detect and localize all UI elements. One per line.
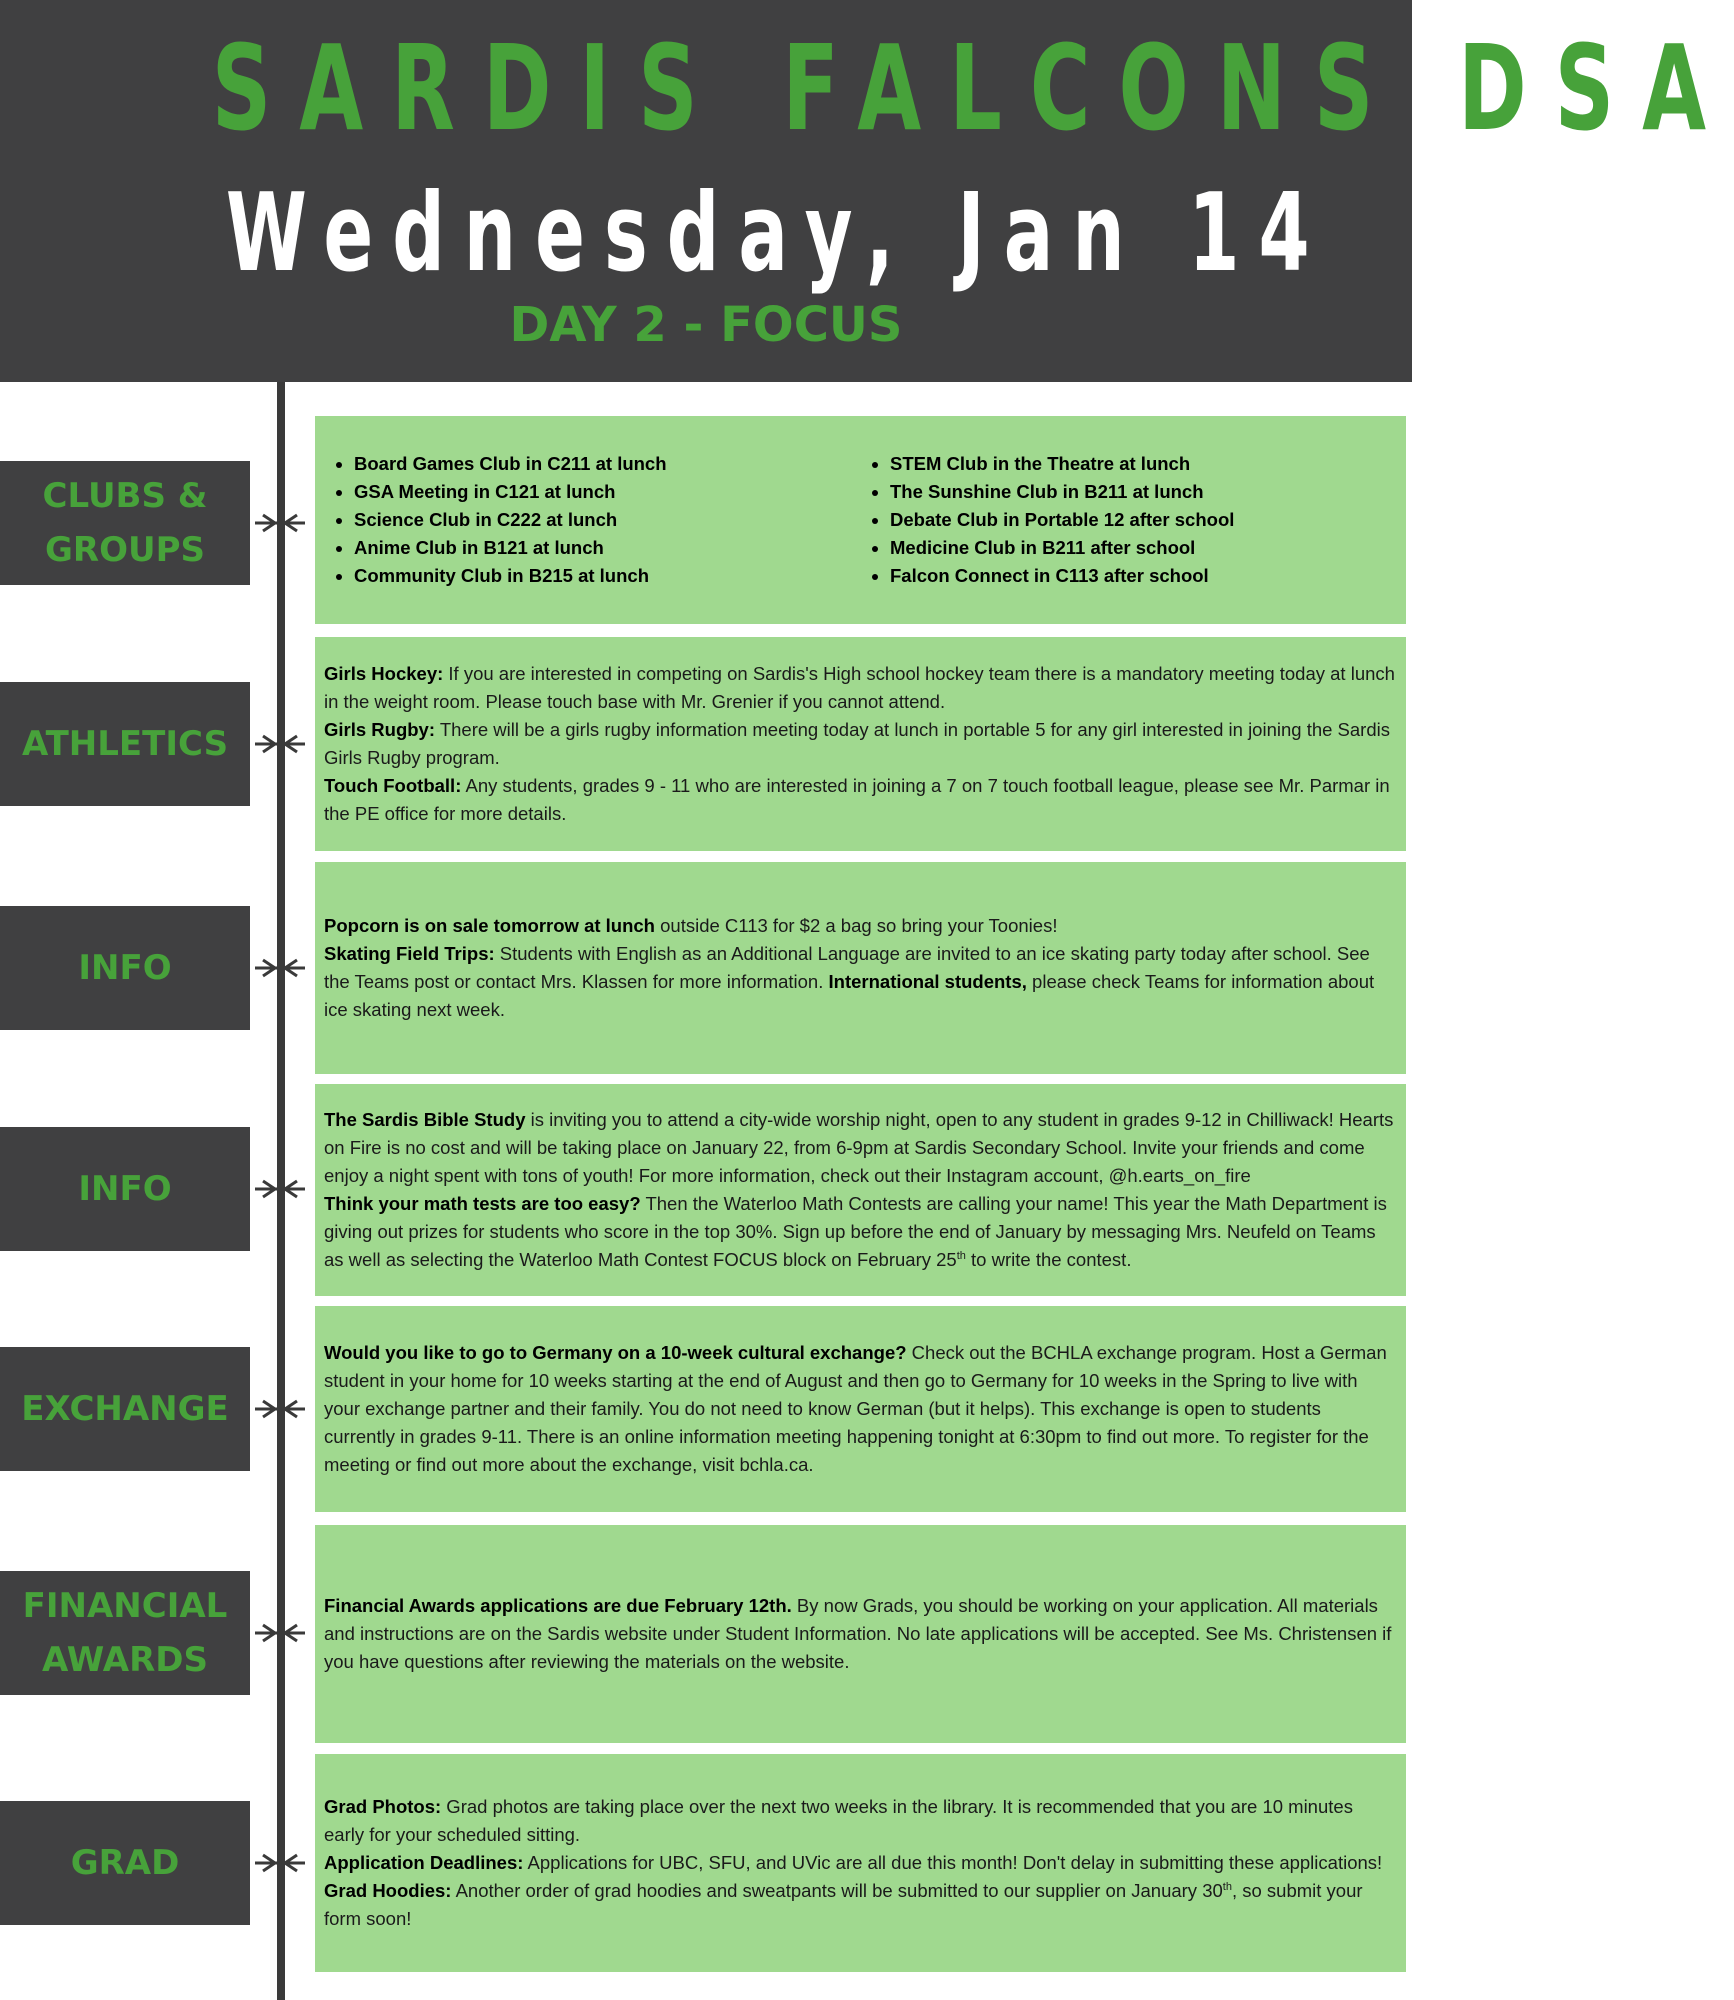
- item-text: outside C113 for $2 a bag so bring your Toonies!: [655, 915, 1058, 936]
- item-text: is inviting you to attend a city-wide worship night, open to any student in grades 9-12 in Chilliwack! Hearts on Fire is no cost and will be taking place on January 22, from 6-9pm at Sardis Secondary School. Invite your friends and come enjoy a night spent with tons of youth! For more information, check out their Instagram account, @h.earts_on_fire: [324, 1109, 1394, 1186]
- item-text: Students with English as an Additional Language are invited to an ice skating party today after school. See the Teams post or contact Mrs. Klassen for more information.: [324, 943, 1370, 992]
- club-item: • Debate Club in Portable 12 after school: [890, 506, 1396, 534]
- item-heading: Financial Awards applications are due February 12th.: [324, 1595, 792, 1616]
- club-item: • GSA Meeting in C121 at lunch: [354, 478, 860, 506]
- section-label-financial-awards: [0, 1571, 250, 1695]
- timeline-connector-icon: [253, 1621, 307, 1645]
- item-text: There will be a girls rugby information meeting today at lunch in portable 5 for any girl interested in joining the Sardis Girls Rugby program.: [324, 719, 1390, 768]
- timeline-connector-icon: [253, 1851, 307, 1875]
- item-text: Another order of grad hoodies and sweatpants will be submitted to our supplier on January 30: [451, 1880, 1223, 1901]
- item-heading: Girls Rugby:: [324, 719, 436, 740]
- club-item: • Anime Club in B121 at lunch: [354, 534, 860, 562]
- section-label-info-2: [0, 1127, 250, 1251]
- timeline-connector-icon: [253, 1177, 307, 1201]
- label-line: GRAD: [70, 1843, 180, 1883]
- clubs-list-right: [860, 450, 1396, 590]
- section-label-clubs: [0, 461, 250, 585]
- club-item: • Falcon Connect in C113 after school: [890, 562, 1396, 590]
- school-title: SARDIS FALCONS DSA: [211, 19, 1734, 157]
- label-line: INFO: [78, 1169, 172, 1209]
- section-label-athletics: [0, 682, 250, 806]
- panel-financial-awards: [315, 1525, 1406, 1743]
- timeline-connector-icon: [253, 956, 307, 980]
- item-text: Then the Waterloo Math Contests are calling your name! This year the Math Department is giving out prizes for students who score in the top 30%. Sign up before the end of January by messaging Mrs. Neufeld on Teams as well as selecting the Waterloo Math Contest FOCUS block on February 25: [324, 1193, 1387, 1270]
- label-line: EXCHANGE: [21, 1389, 229, 1429]
- timeline-connector-icon: [253, 1397, 307, 1421]
- item-text: Applications for UBC, SFU, and UVic are all due this month! Don't delay in submitting these applications!: [523, 1852, 1383, 1873]
- date-title: Wednesday, Jan 14: [225, 171, 1329, 296]
- item-text: Any students, grades 9 - 11 who are interested in joining a 7 on 7 touch football league, please see Mr. Parmar in the PE office for more details.: [324, 775, 1390, 824]
- info-item: [324, 1339, 1396, 1479]
- superscript: th: [956, 1249, 966, 1262]
- club-item: • Board Games Club in C211 at lunch: [354, 450, 860, 478]
- item-text: , so submit your form soon!: [324, 1880, 1363, 1929]
- info-item: [324, 772, 1396, 828]
- item-heading: Skating Field Trips:: [324, 943, 495, 964]
- label-line: ATHLETICS: [21, 724, 229, 764]
- club-item: • STEM Club in the Theatre at lunch: [890, 450, 1396, 478]
- info-item: [324, 1106, 1396, 1190]
- info-item: [324, 660, 1396, 716]
- timeline-connector-icon: [253, 511, 307, 535]
- info-item: [324, 1877, 1396, 1933]
- item-heading: Girls Hockey:: [324, 663, 444, 684]
- item-heading: The Sardis Bible Study: [324, 1109, 526, 1130]
- item-heading: Popcorn is on sale tomorrow at lunch: [324, 915, 655, 936]
- info-item: [324, 1592, 1396, 1676]
- section-label-info-1: [0, 906, 250, 1030]
- item-heading: Grad Photos:: [324, 1796, 442, 1817]
- item-text: By now Grads, you should be working on your application. All materials and instructions are on the Sardis website under Student Information. No late applications will be accepted. See Ms. Christensen if you have questions after reviewing the materials on the website.: [324, 1595, 1392, 1672]
- panel-exchange: [315, 1306, 1406, 1512]
- item-heading: Application Deadlines:: [324, 1852, 524, 1873]
- info-item: [324, 1190, 1396, 1274]
- label-line: CLUBS &: [42, 476, 208, 516]
- info-item: [324, 940, 1396, 1024]
- info-item: [324, 716, 1396, 772]
- panel-grad: [315, 1754, 1406, 1972]
- section-label-grad: [0, 1801, 250, 1925]
- item-text: please check Teams for information about ice skating next week.: [324, 971, 1375, 1020]
- label-line: GROUPS: [44, 530, 205, 570]
- panel-athletics: [315, 637, 1406, 851]
- item-text: Check out the BCHLA exchange program. Host a German student in your home for 10 weeks starting at the end of August and then go to Germany for 10 weeks in the Spring to live with your exchange partner and their family. You do not need to know German (but it helps). This exchange is open to students currently in grades 9-11. There is an online information meeting happening tonight at 6:30pm to find out more. To register for the meeting or find out more about the exchange, visit bchla.ca.: [324, 1342, 1387, 1475]
- club-item: • Medicine Club in B211 after school: [890, 534, 1396, 562]
- day-title: DAY 2 - FOCUS: [509, 297, 903, 353]
- clubs-list-left: [324, 450, 860, 590]
- panel-clubs: [315, 416, 1406, 624]
- timeline-connector-icon: [253, 732, 307, 756]
- panel-info-2: [315, 1084, 1406, 1296]
- club-item: • Science Club in C222 at lunch: [354, 506, 860, 534]
- item-heading: Grad Hoodies:: [324, 1880, 452, 1901]
- panel-info-1: [315, 862, 1406, 1074]
- superscript: th: [1222, 1880, 1232, 1893]
- item-heading: Would you like to go to Germany on a 10-week cultural exchange?: [324, 1342, 907, 1363]
- info-item: [324, 912, 1396, 940]
- item-heading: Think your math tests are too easy?: [324, 1193, 641, 1214]
- label-line: AWARDS: [42, 1640, 208, 1680]
- club-item: • Community Club in B215 at lunch: [354, 562, 860, 590]
- info-item: [324, 1849, 1396, 1877]
- info-item: [324, 1793, 1396, 1849]
- item-text: If you are interested in competing on Sardis's High school hockey team there is a mandatory meeting today at lunch in the weight room. Please touch base with Mr. Grenier if you cannot attend.: [324, 663, 1395, 712]
- item-text: Grad photos are taking place over the next two weeks in the library. It is recommended that you are 10 minutes early for your scheduled sitting.: [324, 1796, 1353, 1845]
- club-item: • The Sunshine Club in B211 at lunch: [890, 478, 1396, 506]
- item-heading: International students,: [828, 971, 1027, 992]
- label-line: FINANCIAL: [22, 1586, 228, 1626]
- item-heading: Touch Football:: [324, 775, 462, 796]
- item-text: to write the contest.: [965, 1249, 1132, 1270]
- header-banner: [0, 0, 1734, 382]
- label-line: INFO: [78, 948, 172, 988]
- section-label-exchange: [0, 1347, 250, 1471]
